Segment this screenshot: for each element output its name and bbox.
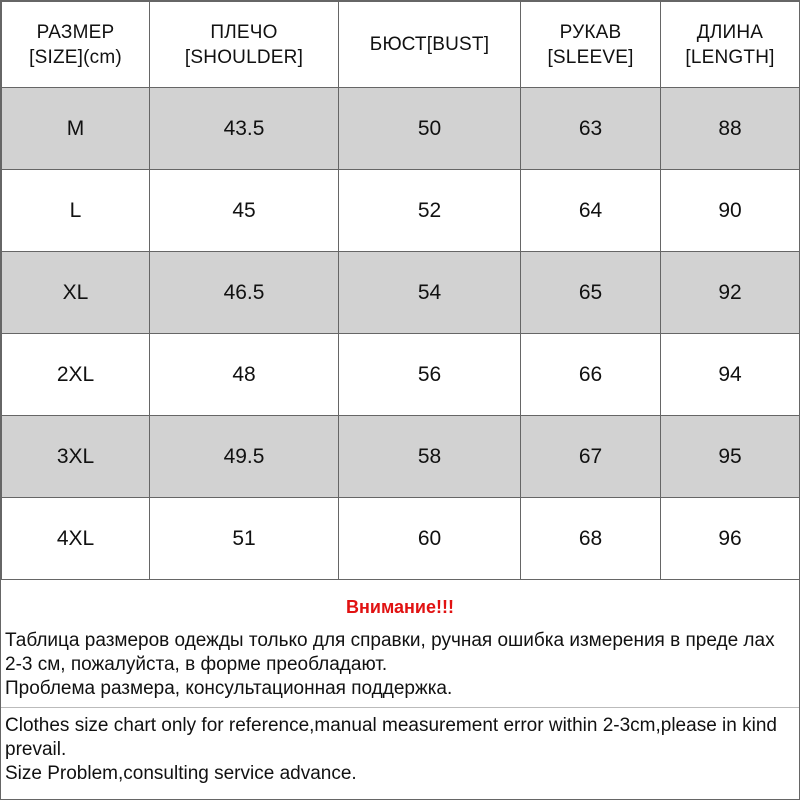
cell-size: M bbox=[2, 88, 150, 170]
table-row bbox=[2, 334, 800, 416]
cell-shoulder: 43.5 bbox=[150, 88, 339, 170]
table-row bbox=[2, 498, 800, 580]
cell-sleeve: 64 bbox=[521, 170, 661, 252]
cell-shoulder: 48 bbox=[150, 334, 339, 416]
size-table bbox=[1, 1, 800, 580]
divider bbox=[1, 707, 799, 708]
note-en-support: Size Problem,consulting service advance. bbox=[5, 763, 357, 784]
cell-bust: 56 bbox=[339, 334, 521, 416]
cell-length: 92 bbox=[661, 252, 800, 334]
cell-length: 96 bbox=[661, 498, 800, 580]
cell-shoulder: 49.5 bbox=[150, 416, 339, 498]
cell-length: 94 bbox=[661, 334, 800, 416]
table-header-row bbox=[2, 2, 800, 88]
cell-sleeve: 68 bbox=[521, 498, 661, 580]
header-sleeve: РУКАВ [SLEEVE] bbox=[521, 2, 661, 88]
note-ru-reference: Таблица размеров одежды только для справки, ручная ошибка измерения в преде лах 2-3 см, пожалуйста, в форме преобладают. bbox=[5, 630, 775, 675]
cell-bust: 58 bbox=[339, 416, 521, 498]
cell-sleeve: 65 bbox=[521, 252, 661, 334]
cell-size: XL bbox=[2, 252, 150, 334]
notes-section bbox=[1, 587, 799, 786]
header-bust: БЮСТ[BUST] bbox=[339, 2, 521, 88]
cell-length: 90 bbox=[661, 170, 800, 252]
table-row bbox=[2, 252, 800, 334]
cell-size: 2XL bbox=[2, 334, 150, 416]
table-row bbox=[2, 416, 800, 498]
note-en-reference: Clothes size chart only for reference,manual measurement error within 2-3cm,please in kind prevail. bbox=[5, 715, 777, 760]
warning-heading: Внимание!!! bbox=[346, 597, 454, 617]
header-length: ДЛИНА [LENGTH] bbox=[661, 2, 800, 88]
cell-size: 4XL bbox=[2, 498, 150, 580]
cell-bust: 54 bbox=[339, 252, 521, 334]
header-shoulder: ПЛЕЧО [SHOULDER] bbox=[150, 2, 339, 88]
cell-sleeve: 67 bbox=[521, 416, 661, 498]
table-row bbox=[2, 170, 800, 252]
cell-sleeve: 63 bbox=[521, 88, 661, 170]
cell-size: L bbox=[2, 170, 150, 252]
cell-shoulder: 45 bbox=[150, 170, 339, 252]
cell-bust: 52 bbox=[339, 170, 521, 252]
cell-shoulder: 51 bbox=[150, 498, 339, 580]
cell-size: 3XL bbox=[2, 416, 150, 498]
cell-length: 95 bbox=[661, 416, 800, 498]
note-ru-support: Проблема размера, консультационная поддержка. bbox=[5, 678, 453, 699]
cell-sleeve: 66 bbox=[521, 334, 661, 416]
cell-length: 88 bbox=[661, 88, 800, 170]
cell-shoulder: 46.5 bbox=[150, 252, 339, 334]
table-row bbox=[2, 88, 800, 170]
cell-bust: 60 bbox=[339, 498, 521, 580]
cell-bust: 50 bbox=[339, 88, 521, 170]
header-size: РАЗМЕР [SIZE](cm) bbox=[2, 2, 150, 88]
